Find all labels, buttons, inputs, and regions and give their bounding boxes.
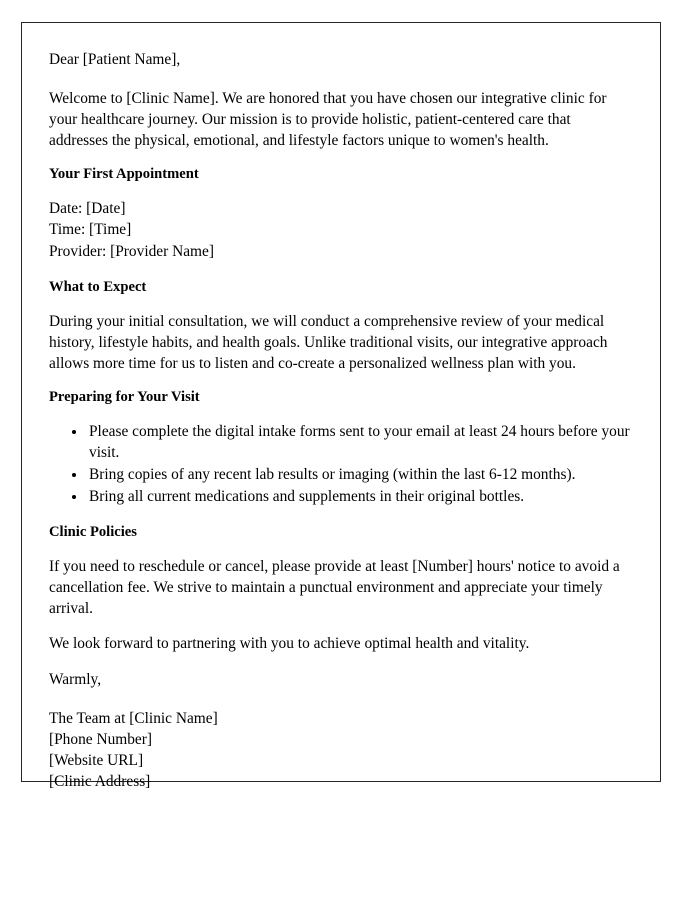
heading-what-to-expect: What to Expect: [49, 278, 147, 295]
intro-paragraph: Welcome to [Clinic Name]. We are honored that you have chosen our integrative clinic for your healthcare journey. Our mission is to provide holistic, patient-centered care that addresses the physical, emotional, and lifestyle factors unique to women's health.: [49, 90, 607, 150]
appointment-details: [49, 198, 631, 261]
appointment-date-line: Date: [Date]: [49, 200, 126, 218]
list-item: • Bring all current medications and supplements in their original bottles.: [87, 486, 631, 507]
signature-website-line: [Website URL]: [49, 751, 144, 769]
signature-address-line: [Clinic Address]: [49, 772, 151, 790]
appointment-time-line: Time: [Time]: [49, 221, 132, 239]
signature-block: [49, 708, 631, 792]
signoff-line: Warmly,: [49, 670, 102, 688]
signature-phone-line: [Phone Number]: [49, 730, 153, 748]
closing-paragraph: We look forward to partnering with you to achieve optimal health and vitality.: [49, 635, 530, 653]
appointment-provider-line: Provider: [Provider Name]: [49, 242, 214, 260]
letter-content: [22, 23, 660, 792]
preparation-list: [49, 421, 631, 507]
list-item: • Bring copies of any recent lab results or imaging (within the last 6-12 months).: [87, 464, 631, 485]
signature-team-line: The Team at [Clinic Name]: [49, 709, 218, 727]
heading-preparing-for-visit: Preparing for Your Visit: [49, 388, 200, 405]
heading-clinic-policies: Clinic Policies: [49, 524, 137, 541]
list-item: • Please complete the digital intake forms sent to your email at least 24 hours before your visit.: [87, 421, 631, 463]
heading-first-appointment: Your First Appointment: [49, 166, 199, 183]
what-to-expect-paragraph: During your initial consultation, we will conduct a comprehensive review of your medical history, lifestyle habits, and health goals. Unlike traditional visits, our integrative approach allows more time for us to listen and co-create a personalized wellness plan with you.: [49, 312, 608, 372]
clinic-policies-paragraph: If you need to reschedule or cancel, please provide at least [Number] hours' notice to avoid a cancellation fee. We strive to maintain a punctual environment and appreciate your timely arrival.: [49, 558, 620, 618]
salutation-line: Dear [Patient Name],: [49, 51, 181, 68]
document-page-border: [21, 22, 661, 790]
